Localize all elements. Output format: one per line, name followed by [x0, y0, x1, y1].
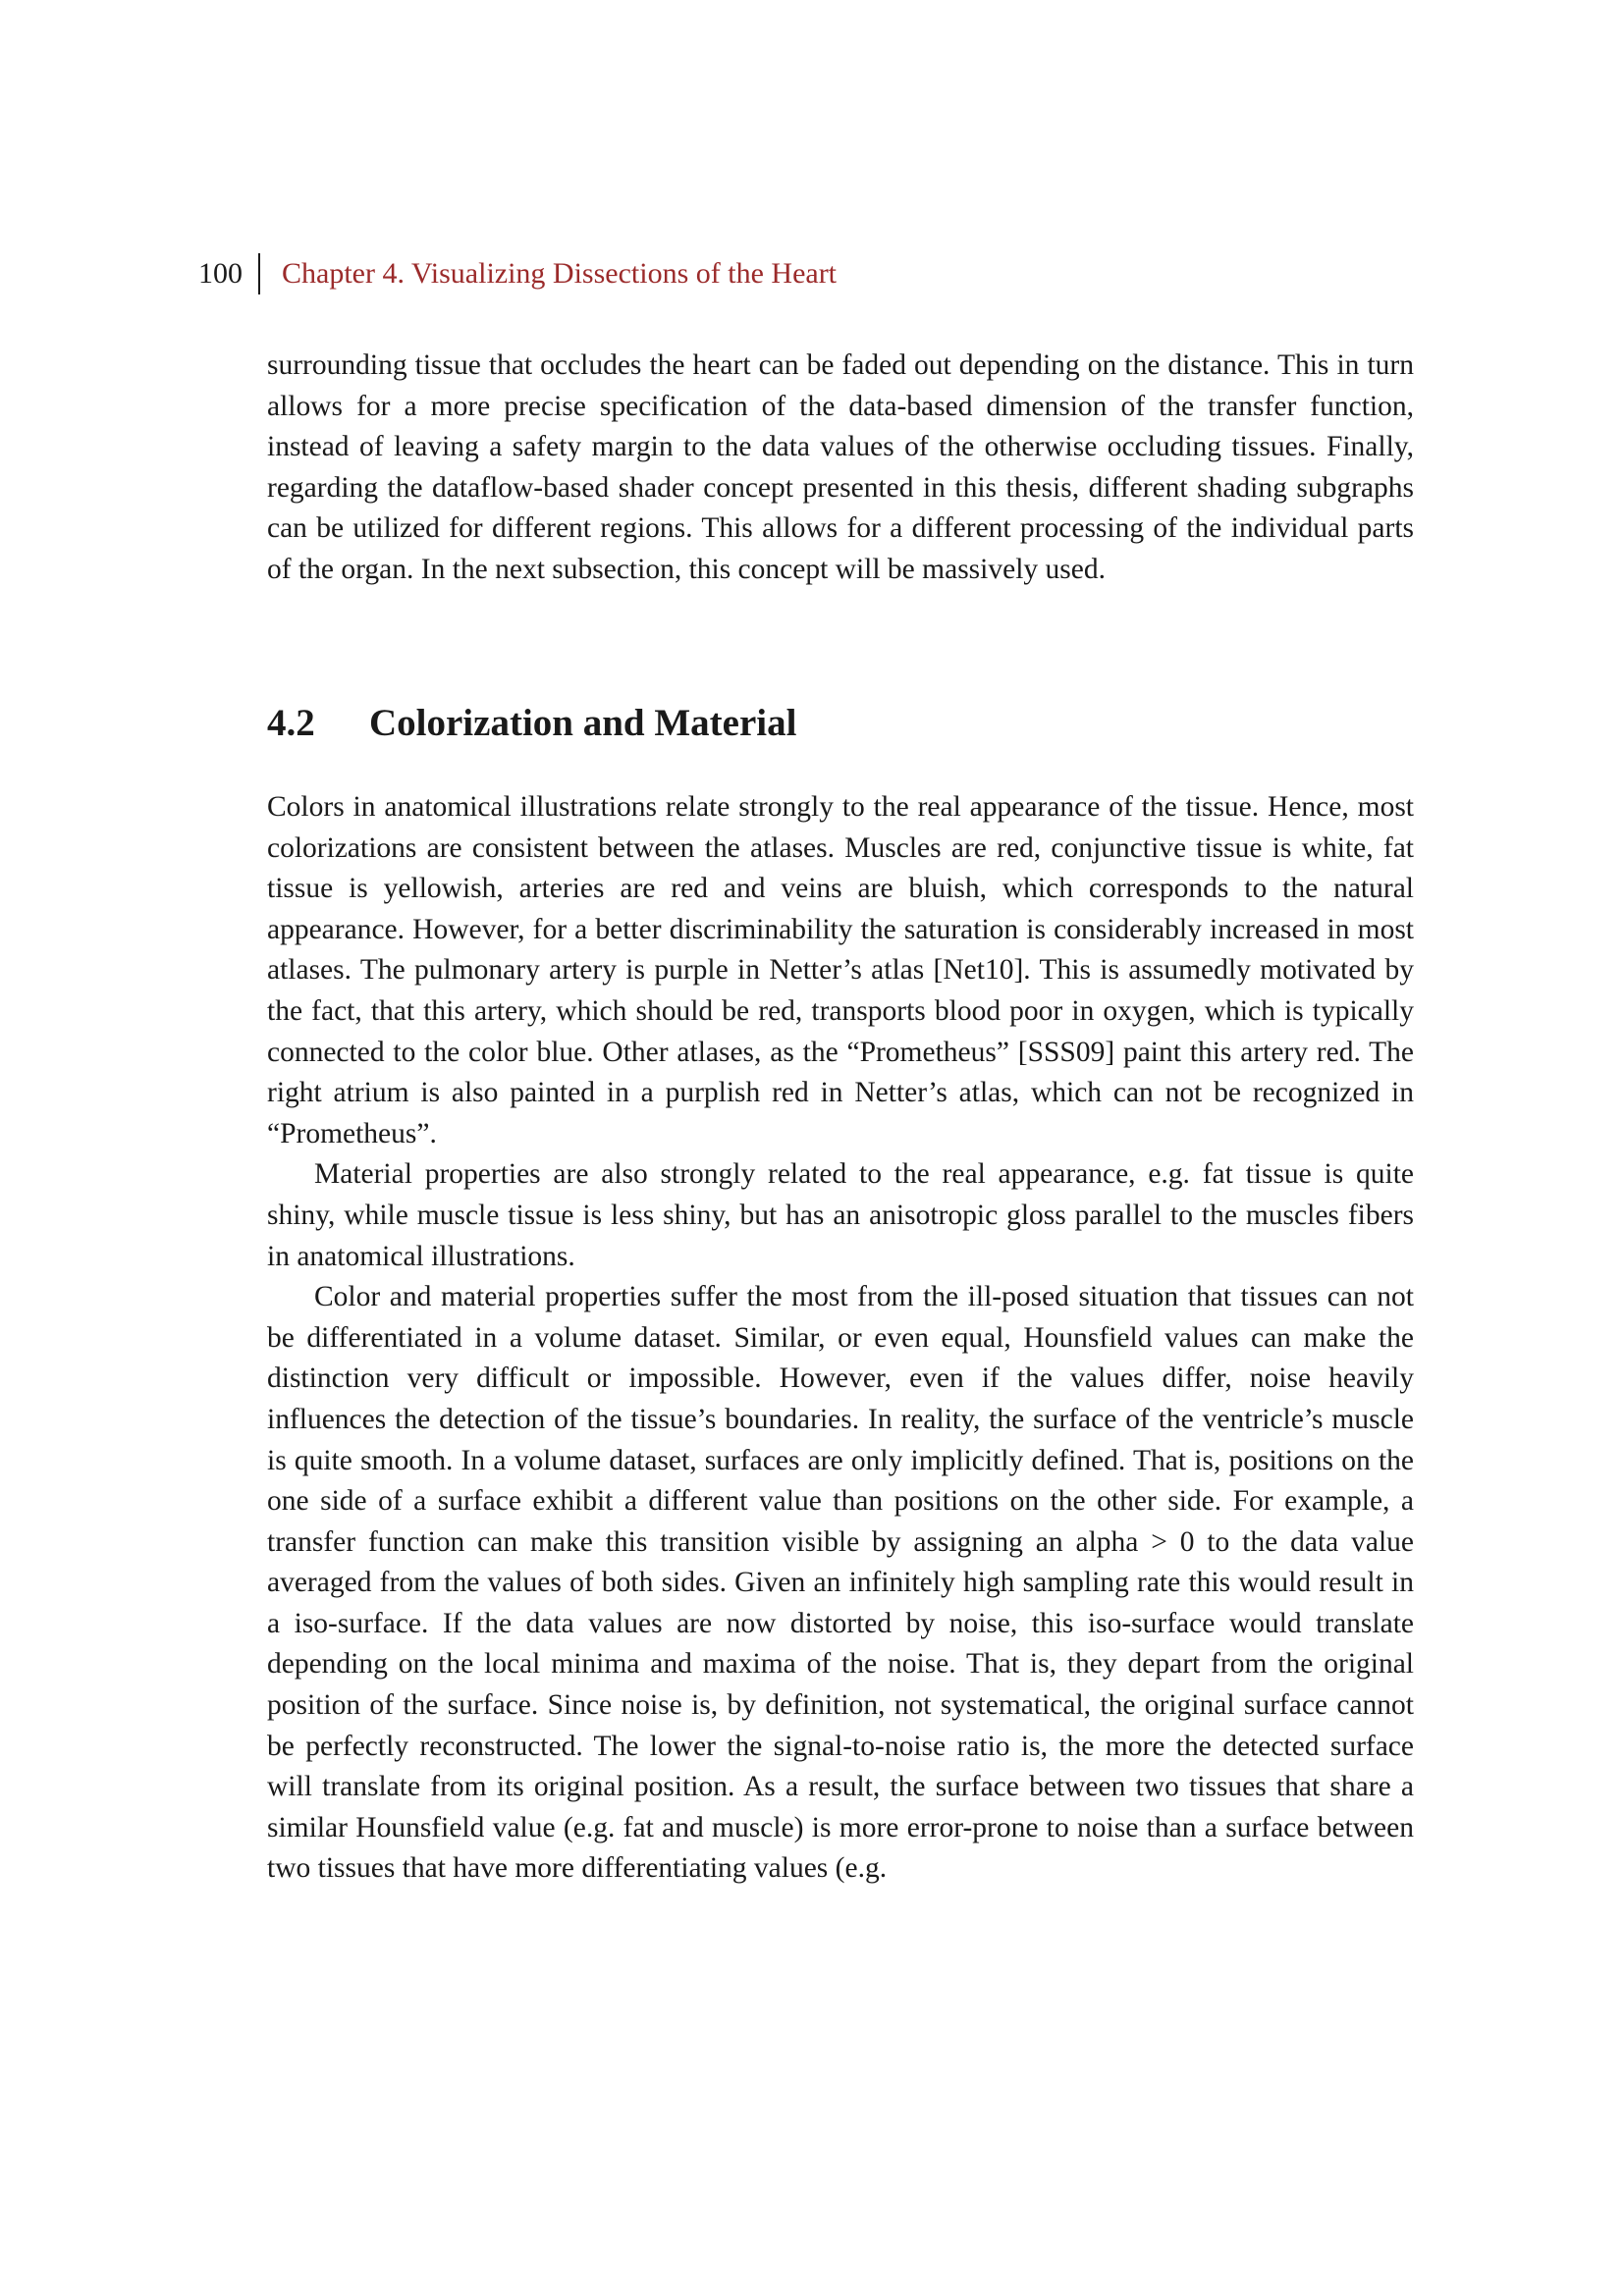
running-header: [198, 251, 837, 296]
paragraph-colors: Colors in anatomical illustrations relate strongly to the real appearance of the tissue. Hence, most colorizations are consistent between the atlases. Muscles are red, conjunctive tissue is white, fat tissue is yellowish, arteries are red and veins are bluish, which corresponds to the natural appearance. However, for a better discriminability the saturation is considerably increased in most atlases. The pulmonary artery is purple in Netter’s atlas [Net10]. This is assumedly motivated by the fact, that this artery, which should be red, transports blood poor in oxygen, which is typically connected to the color blue. Other atlases, as the “Prometheus” [SSS09] paint this artery red. The right atrium is also painted in a purplish red in Netter’s atlas, which can not be recognized in “Prometheus”.: [267, 791, 1414, 1149]
section-title: Colorization and Material: [369, 702, 797, 744]
page-number: 100: [198, 257, 243, 290]
chapter-title: Chapter 4. Visualizing Dissections of the Heart: [282, 257, 838, 290]
header-divider: [258, 253, 260, 294]
paragraph-noise: Color and material properties suffer the most from the ill-posed situation that tissues can not be differentiated in a volume dataset. Similar, or even equal, Hounsfield values can make the distinction very difficult or impossible. However, even if the values differ, noise heavily influences the detection of the tissue’s boundaries. In reality, the surface of the ventricle’s muscle is quite smooth. In a volume dataset, surfaces are only implicitly defined. That is, positions on the one side of a surface exhibit a different value than positions on the other side. For example, a transfer function can make this transition visible by assigning an alpha > 0 to the data value averaged from the values of both sides. Given an infinitely high sampling rate this would result in a iso-surface. If the data values are now distorted by noise, this iso-surface would translate depending on the local minima and maxima of the noise. That is, they depart from the original position of the surface. Since noise is, by definition, not systematical, the original surface cannot be perfectly reconstructed. The lower the signal-to-noise ratio is, the more the detected surface will translate from its original position. As a result, the surface between two tissues that share a similar Hounsfield value (e.g. fat and muscle) is more error-prone to noise than a surface between two tissues that have more differentiating values (e.g.: [267, 1281, 1414, 1885]
section-number: 4.2: [267, 702, 315, 744]
section-body: [267, 787, 1414, 1890]
paragraph-material: Material properties are also strongly related to the real appearance, e.g. fat tissue is quite shiny, while muscle tissue is less shiny, but has an anisotropic gloss parallel to the muscles fibers in anatomical illustrations.: [267, 1158, 1414, 1272]
section-heading: [267, 699, 796, 748]
intro-paragraph: surrounding tissue that occludes the heart can be faded out depending on the distance. This in turn allows for a more precise specification of the data-based dimension of the transfer function, instead of leaving a safety margin to the data values of the otherwise occluding tissues. Finally, regarding the dataflow-based shader concept presented in this thesis, different shading subgraphs can be utilized for different regions. This allows for a different processing of the individual parts of the organ. In the next subsection, this concept will be massively used.: [267, 349, 1414, 585]
